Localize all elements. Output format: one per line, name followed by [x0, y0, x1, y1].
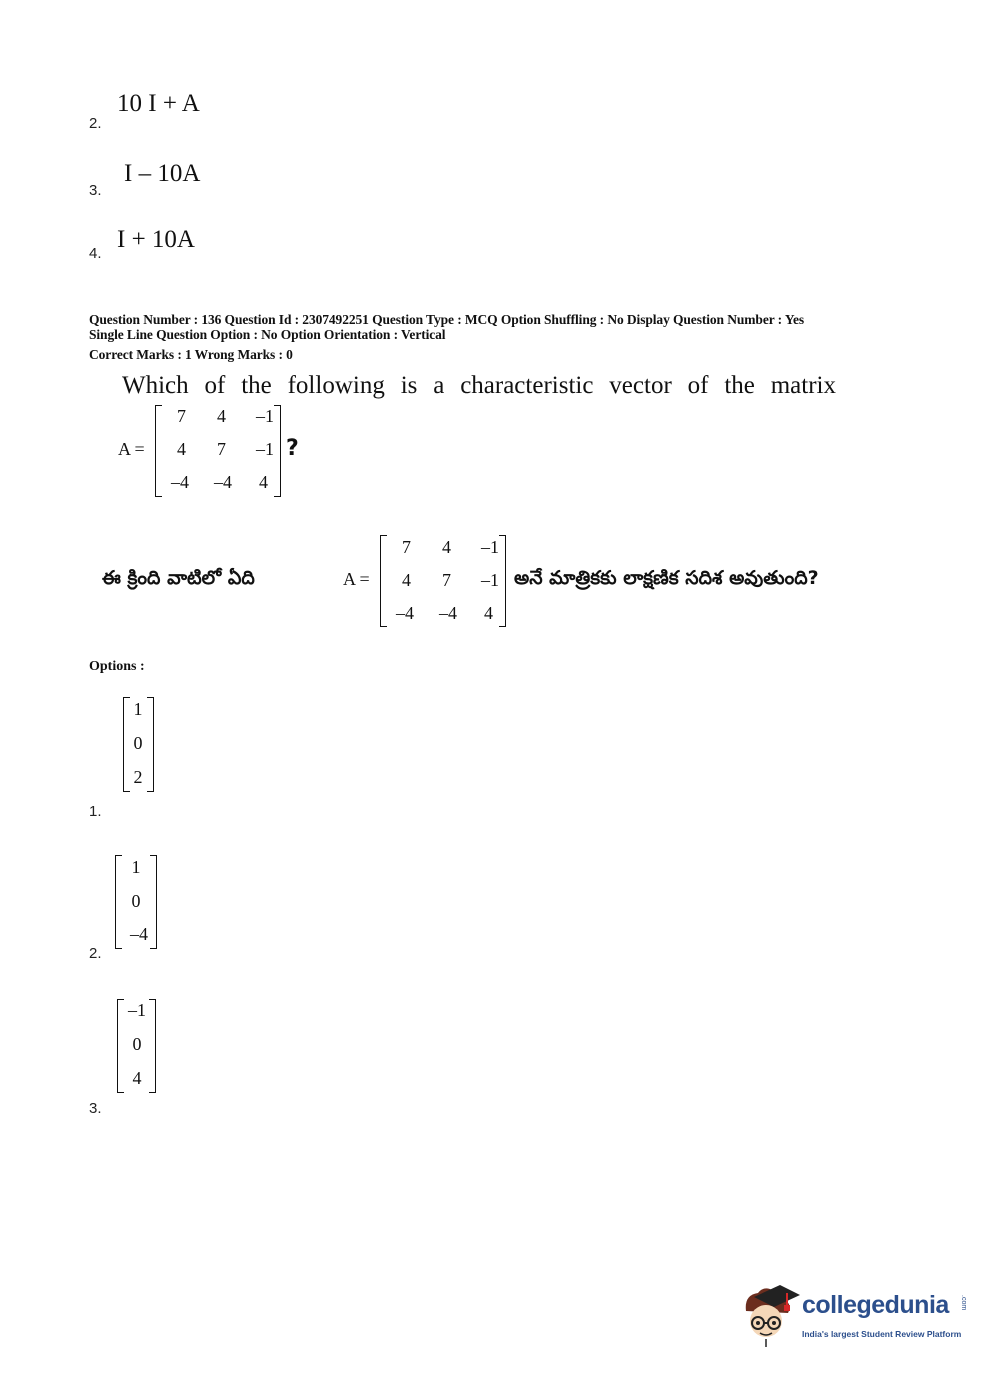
- matrix-cell: 4: [402, 570, 411, 590]
- matrix-cell: 4: [484, 603, 493, 623]
- collegedunia-logo[interactable]: [740, 1281, 970, 1351]
- prev-option-2-expr: 10 I + A: [117, 90, 200, 117]
- option-1-number: 1.: [89, 803, 102, 820]
- matrix-cell: 7: [442, 570, 451, 590]
- prev-option-4-number: 4.: [89, 245, 102, 262]
- vector-cell: 0: [132, 1034, 142, 1054]
- matrix-cell: –4: [171, 472, 189, 492]
- matrix-cell: 4: [217, 406, 226, 426]
- matrix-cell: –4: [214, 472, 232, 492]
- vector-cell: 4: [132, 1068, 142, 1088]
- vector-cell: 0: [133, 733, 143, 753]
- vector-cell: –1: [128, 1000, 146, 1020]
- matrix-cell: 7: [217, 439, 226, 459]
- question-english-text: Which of the following is a characteristic vector of the matrix: [122, 372, 836, 399]
- matrix-right-bracket-telugu: [499, 535, 506, 627]
- logo-suffix: .com: [960, 1295, 967, 1311]
- prev-option-4-expr: I + 10A: [117, 226, 195, 253]
- question-telugu-after: అనే మాత్రికకు లాక్షణిక సదిశ అవుతుంది?: [514, 567, 819, 589]
- matrix-label-telugu: A =: [343, 569, 370, 589]
- matrix-cell: –4: [439, 603, 457, 623]
- vector-cell: –4: [130, 924, 148, 944]
- option-3-number: 3.: [89, 1100, 102, 1117]
- matrix-cell: 4: [177, 439, 186, 459]
- question-telugu-before: ఈ క్రింది వాటిలో ఏది: [102, 567, 255, 589]
- logo-name: collegedunia: [802, 1291, 949, 1319]
- meta-line-1: Question Number : 136 Question Id : 2307492251 Question Type : MCQ Option Shuffling : No Display Question Number : Yes: [89, 312, 805, 327]
- meta-line-3: Correct Marks : 1 Wrong Marks : 0: [89, 347, 293, 362]
- mascot-icon: [740, 1281, 802, 1349]
- question-meta: [89, 312, 804, 362]
- matrix-cell: –1: [481, 537, 499, 557]
- matrix-cell: –1: [481, 570, 499, 590]
- vector-cell: 0: [131, 891, 141, 911]
- vector-cell: 1: [133, 699, 143, 719]
- prev-option-3-number: 3.: [89, 182, 102, 199]
- options-label: Options :: [89, 659, 145, 674]
- matrix-cell: 4: [259, 472, 268, 492]
- matrix-right-bracket: [274, 405, 281, 497]
- vector-cell: 2: [133, 767, 143, 787]
- option-2-number: 2.: [89, 945, 102, 962]
- vector-cell: 1: [131, 857, 141, 877]
- matrix-label: A =: [118, 439, 145, 459]
- logo-tagline: India's largest Student Review Platform: [802, 1329, 962, 1339]
- meta-line-2: Single Line Question Option : No Option Orientation : Vertical: [89, 327, 446, 342]
- matrix-cell: –1: [256, 406, 274, 426]
- matrix-cell: 7: [402, 537, 411, 557]
- matrix-cell: –1: [256, 439, 274, 459]
- matrix-cell: 4: [442, 537, 451, 557]
- prev-option-2-number: 2.: [89, 115, 102, 132]
- question-mark: ?: [286, 436, 299, 461]
- matrix-cell: –4: [396, 603, 414, 623]
- matrix-cell: 7: [177, 406, 186, 426]
- prev-option-3-expr: I – 10A: [124, 160, 201, 187]
